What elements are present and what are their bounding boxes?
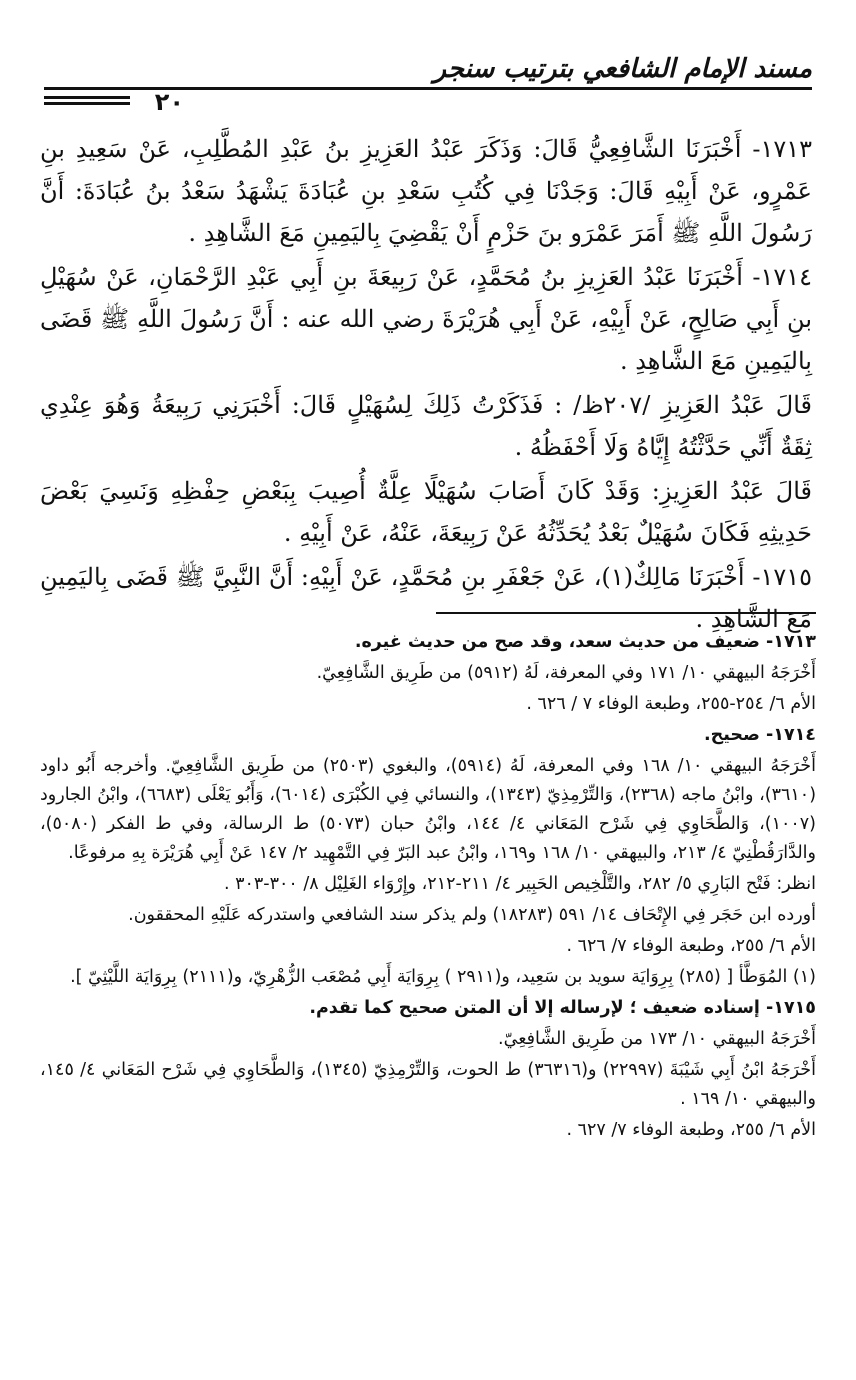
note-line: أورده ابن حَجَر فِي الإِتْحَاف ١٤/ ٥٩١ (١٨٢٨٣) ولم يذكر سند الشافعي واستدركه عَلَيْهِ المحققون. <box>128 905 816 925</box>
page-number-block <box>44 88 184 118</box>
note-line: أَخْرَجَهُ ابْنُ أَبِي شَيْبَةَ (٢٢٩٩٧) و(٣٦٣١٦) ط الحوت، وَالتِّرْمِذِيّ (١٣٤٥)، وَالطَّحَاوِي فِي شَرْح المَعَاني ٤/ ١٤٥، والبيهقي ١٠/ ١٦٩ . <box>40 1060 816 1109</box>
hadith-1714-note-1: قَالَ عَبْدُ العَزِيزِ /٢٠٧ظ/ : فَذَكَرْتُ ذَلِكَ لِسُهَيْلٍ قَالَ: أَخْبَرَنِي رَبِيعَةُ وَهُوَ عِنْدِي ثِقَةٌ أَنِّي حَدَّثْتُهُ إِيَّاهُ وَلَا أَحْفَظُهُ . <box>40 391 812 461</box>
note-grade-1715: ١٧١٥- إسناده ضعيف ؛ لإرساله إلا أن المتن صحيح كما تقدم. <box>309 998 816 1018</box>
note-grade-1713: ١٧١٣- ضعيف من حديث سعد، وقد صح من حديث غيره. <box>354 632 816 652</box>
footnote-1: (١) المُوَطَّأ [ (٢٨٥) بِرِوَايَة سويد بن سَعِيد، و(٢٩١١ ) بِرِوَايَة أَبِي مُصْعَب الزُّهْرِيّ، و(٢١١١) بِرِوَايَة اللَّيْثِيّ ]. <box>70 967 816 987</box>
footnote-separator <box>436 612 816 614</box>
hadith-1713: ١٧١٣- أَخْبَرَنَا الشَّافِعِيُّ قَالَ: وَذَكَرَ عَبْدُ العَزِيزِ بنُ عَبْدِ المُطَّلِبِ، عَنْ سَعِيدِ بنِ عَمْرٍو، عَنْ أَبِيْهِ قَالَ: وَجَدْنَا فِي كُتُبِ سَعْدِ بنِ عُبَادَةَ يَشْهَدُ سَعْدُ بنُ عُبَادَةَ: أَنَّ رَسُولَ اللَّهِ ﷺ أَمَرَ عَمْرَو بنَ حَزْمٍ أَنْ يَقْضِيَ بِاليَمِينِ مَعَ الشَّاهِدِ . <box>40 135 812 247</box>
footnotes <box>40 628 816 1147</box>
note-line: أَخْرَجَهُ البيهقي ١٠/ ١٧١ وفي المعرفة، لَهُ (٥٩١٢) من طَرِيق الشَّافِعِيّ. <box>316 663 816 683</box>
note-line: انظر: فَتْح البَارِي ٥/ ٢٨٢، والتَّلْخِيص الحَبِير ٤/ ٢١١-٢١٢، وإِرْوَاء الغَلِيْل ٨/ ٣٠٠-٣٠٣ . <box>223 874 816 894</box>
note-line: الأم ٦/ ٢٥٥، وطبعة الوفاء ٧/ ٦٢٧ . <box>566 1120 816 1140</box>
running-header <box>44 52 812 88</box>
note-grade-1714: ١٧١٤- صحيح. <box>703 725 816 745</box>
book-title: مسند الإمام الشافعي بترتيب سنجر <box>433 54 812 84</box>
note-line: الأم ٦/ ٢٥٥، وطبعة الوفاء ٧/ ٦٢٦ . <box>566 936 816 956</box>
hadith-1714: ١٧١٤- أَخْبَرَنَا عَبْدُ العَزِيزِ بنُ مُحَمَّدٍ، عَنْ رَبِيعَةَ بنِ أَبِي عَبْدِ الرَّحْمَانِ، عَنْ سُهَيْلِ بنِ أَبِي صَالِحٍ، عَنْ أَبِيْهِ، عَنْ أَبِي هُرَيْرَةَ رضي الله عنه : أَنَّ رَسُولَ اللَّهِ ﷺ قَضَى بِاليَمِينِ مَعَ الشَّاهِدِ . <box>40 263 812 375</box>
note-line: الأم ٦/ ٢٥٤-٢٥٥، وطبعة الوفاء ٧ / ٦٢٦ . <box>526 694 816 714</box>
note-line: أَخْرَجَهُ البيهقي ١٠/ ١٦٨ وفي المعرفة، لَهُ (٥٩١٤)، والبغوي (٢٥٠٣) من طَرِيق الشَّافِعِيّ. وأخرجه أَبُو داود (٣٦١٠)، وابْنُ ماجه (٢٣٦٨)، وَالتِّرْمِذِيّ (١٣٤٣)، والنسائي فِي الكُبْرَى (٦٠١٤)، وَأَبُو يَعْلَى (٦٦٨٣)، وابْنُ الجارود (١٠٠٧)، وَالطَّحَاوِي فِي شَرْح المَعَاني ٤/ ١٤٤، وابْنُ حبان (٥٠٧٣) ط الرسالة، وفي ط الفكر (٥٠٨٠)، والدَّارَقُطْنِيّ ٤/ ٢١٣، والبيهقي ١٠/ ١٦٨ و١٦٩، وابْنُ عبد البَرّ فِي التَّمْهِيد ٢/ ١٤٧ عَنْ أَبِي هُرَيْرَة بِهِ مرفوعًا. <box>40 756 817 863</box>
hadith-1714-note-2: قَالَ عَبْدُ العَزِيزِ: وَقَدْ كَانَ أَصَابَ سُهَيْلًا عِلَّةٌ أُصِيبَ بِبَعْضِ حِفْظِهِ وَنَسِيَ بَعْضَ حَدِيثِهِ فَكَانَ سُهَيْلٌ بَعْدُ يُحَدِّثُهُ عَنْ رَبِيعَةَ، عَنْهُ، عَنْ أَبِيْهِ . <box>40 477 812 547</box>
note-line: أَخْرَجَهُ البيهقي ١٠/ ١٧٣ من طَرِيق الشَّافِعِيّ. <box>498 1029 816 1049</box>
hadith-1715: ١٧١٥- أَخْبَرَنَا مَالِكٌ(١)، عَنْ جَعْفَرِ بنِ مُحَمَّدٍ، عَنْ أَبِيْهِ: أَنَّ النَّبِيَّ ﷺ قَضَى بِاليَمِينِ مَعَ الشَّاهِدِ . <box>40 563 813 633</box>
main-text <box>40 128 812 642</box>
page-number: ٢٠ <box>154 88 184 116</box>
page-number-ornament <box>44 96 130 110</box>
